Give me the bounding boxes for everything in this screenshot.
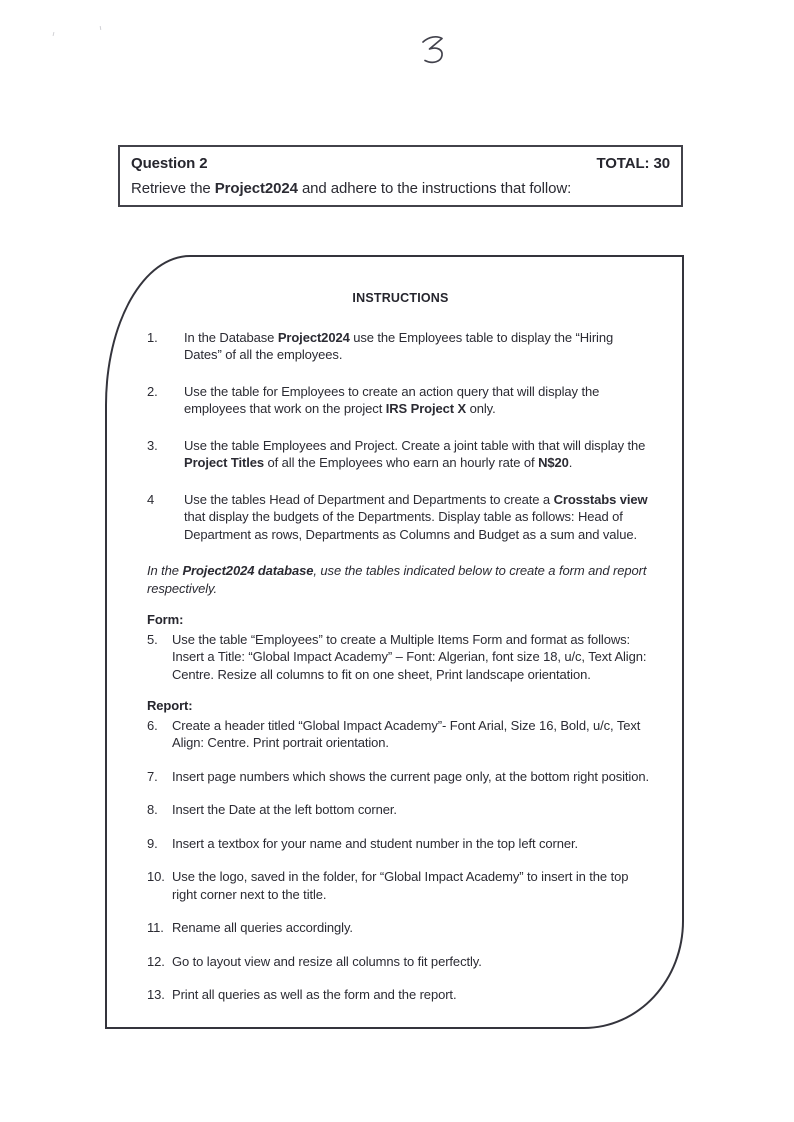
item-text bbox=[184, 491, 654, 544]
list-item bbox=[147, 953, 654, 971]
text-segment: , use the tables indicated below to create a form and report respectively. bbox=[147, 563, 647, 596]
text-segment: Use the table “Employees” to create a Multiple Items Form and format as follows: Insert a Title: “Global Impact Academy” – Font: Algerian, font size 18, u/c, Text Align: Centre. Resize all columns to fit on one sheet, Print landscape orientation. bbox=[172, 631, 647, 682]
question-header-row bbox=[131, 155, 670, 172]
form-list bbox=[147, 631, 654, 684]
list-item bbox=[147, 437, 654, 472]
text-segment: In the Database bbox=[184, 329, 278, 345]
report-heading: Report: bbox=[147, 698, 193, 713]
list-item bbox=[147, 383, 654, 418]
question-label: Question 2 bbox=[131, 155, 208, 172]
item-text bbox=[172, 631, 654, 684]
text-segment: Project2024 bbox=[277, 329, 350, 345]
list-item bbox=[147, 868, 654, 903]
list-item bbox=[147, 768, 654, 786]
text-segment: Project2024 database bbox=[182, 563, 314, 578]
text-segment: Rename all queries accordingly. bbox=[172, 920, 353, 935]
item-number: 5. bbox=[147, 631, 158, 647]
item-number: 8. bbox=[147, 802, 158, 817]
text-segment: Use the logo, saved in the folder, for “Global Impact Academy” to insert in the top right corner next to the title. bbox=[172, 869, 629, 902]
item-text bbox=[172, 768, 654, 786]
item-text bbox=[172, 919, 654, 937]
list-item bbox=[147, 919, 654, 937]
text-segment: of all the Employees who earn an hourly rate of bbox=[264, 455, 539, 470]
text-segment: N$20 bbox=[538, 455, 569, 470]
item-number: 7. bbox=[147, 768, 158, 784]
item-number: 10. bbox=[147, 869, 165, 884]
form-heading: Form: bbox=[147, 612, 184, 627]
list-item bbox=[147, 801, 654, 819]
text-segment: Project Titles bbox=[184, 455, 265, 470]
handwritten-page-number-value bbox=[420, 67, 421, 68]
list-item bbox=[147, 491, 654, 544]
item-text bbox=[172, 986, 654, 1004]
item-number: 4 bbox=[147, 491, 155, 507]
text-segment: . bbox=[568, 455, 573, 470]
list-item bbox=[147, 631, 654, 684]
text-segment: Insert the Date at the left bottom corner. bbox=[172, 802, 397, 817]
handwritten-3-glyph bbox=[420, 33, 450, 67]
list-item bbox=[147, 835, 654, 853]
item-number: 12. bbox=[147, 953, 165, 969]
item-number: 1. bbox=[147, 329, 158, 345]
list-item bbox=[147, 329, 654, 364]
item-number: 9. bbox=[147, 835, 158, 851]
question-header-box bbox=[118, 145, 683, 207]
handwritten-page-number bbox=[420, 33, 450, 67]
instructions-box bbox=[105, 255, 684, 1029]
text-segment: Use the table Employees and Project. Create a joint table with that will display the bbox=[184, 437, 646, 453]
item-number: 11. bbox=[147, 920, 164, 935]
total-label: TOTAL: 30 bbox=[596, 155, 670, 172]
item-number: 3. bbox=[147, 437, 158, 453]
item-text bbox=[172, 868, 654, 903]
text-segment: In the bbox=[147, 563, 183, 578]
text-segment: that display the budgets of the Departments. Display table as follows: Head of Department as rows, Departments as Columns and Budget as a sum and value. bbox=[184, 509, 637, 542]
text-segment: Insert page numbers which shows the current page only, at the bottom right position. bbox=[172, 768, 649, 784]
item-text bbox=[172, 835, 654, 853]
text-segment: only. bbox=[466, 401, 496, 416]
text-segment: Use the tables Head of Department and Departments to create a bbox=[184, 491, 554, 507]
list-item bbox=[147, 986, 654, 1004]
text-segment: IRS Project X bbox=[385, 401, 467, 416]
report-list bbox=[147, 717, 654, 1004]
text-segment: Go to layout view and resize all columns to fit perfectly. bbox=[172, 953, 482, 969]
text-segment: and adhere to the instructions that follow: bbox=[297, 180, 572, 197]
text-segment: Create a header titled “Global Impact Academy”- Font Arial, Size 16, Bold, u/c, Text Align: Centre. Print portrait orientation. bbox=[172, 717, 641, 750]
item-text bbox=[172, 801, 654, 819]
item-text bbox=[172, 953, 654, 971]
item-number: 2. bbox=[147, 383, 158, 399]
note-paragraph bbox=[147, 562, 655, 597]
item-text bbox=[172, 717, 654, 752]
scan-speck bbox=[100, 26, 102, 30]
instructions-title: INSTRUCTIONS bbox=[352, 291, 449, 305]
item-number: 13. bbox=[147, 987, 165, 1002]
text-segment: use the Employees table to display the “Hiring Dates” of all the employees. bbox=[184, 329, 614, 362]
list-item bbox=[147, 717, 654, 752]
text-segment: Use the table for Employees to create an action query that will display the employees that work on the project bbox=[184, 383, 600, 416]
scan-speck bbox=[53, 32, 55, 36]
item-text bbox=[184, 437, 654, 472]
text-segment: Insert a textbox for your name and student number in the top left corner. bbox=[172, 835, 579, 851]
item-text bbox=[184, 383, 654, 418]
instructions-numbered-list bbox=[147, 329, 654, 544]
item-number: 6. bbox=[147, 717, 158, 733]
question-subtitle bbox=[131, 180, 670, 197]
item-text bbox=[184, 329, 654, 364]
text-segment: Print all queries as well as the form and the report. bbox=[172, 987, 457, 1002]
text-segment: Retrieve the bbox=[131, 180, 215, 197]
text-segment: Crosstabs view bbox=[553, 491, 648, 507]
text-segment: Project2024 bbox=[214, 180, 298, 197]
